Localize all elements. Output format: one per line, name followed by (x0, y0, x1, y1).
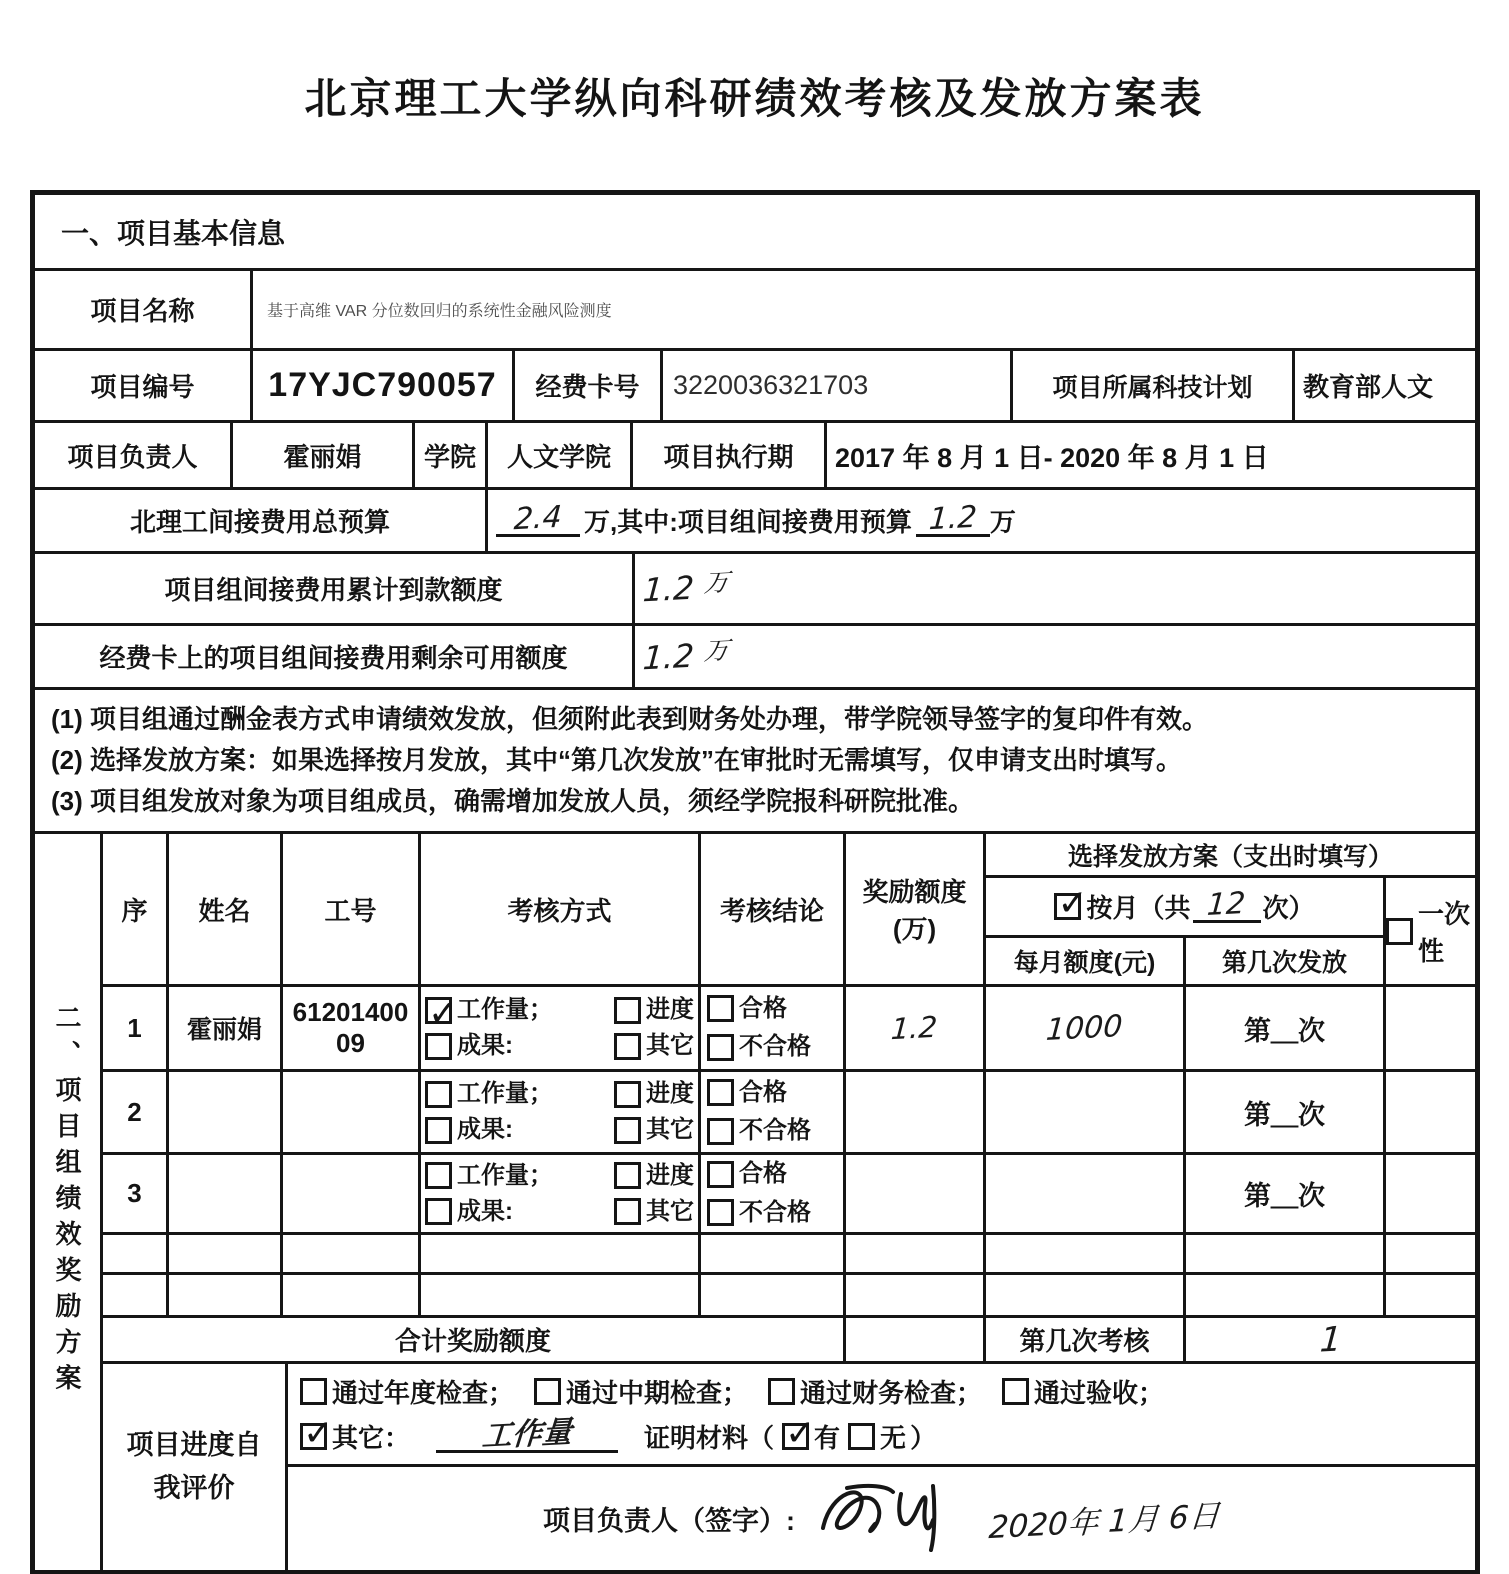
remain-row (35, 626, 1475, 690)
arrived-row (35, 554, 1475, 626)
result-checkbox[interactable] (425, 1198, 452, 1225)
empty-member-row (103, 1235, 1475, 1275)
monthly-suffix: 次） (1262, 893, 1315, 924)
college-value-cell (488, 423, 633, 487)
once-empty-cell (1386, 987, 1475, 1069)
remain-label: 经费卡上的项目组间接费用剩余可用额度 (99, 643, 568, 673)
budget-label-cell (35, 490, 488, 551)
section2 (35, 834, 1475, 1570)
note-3: (3) 项目组发放对象为项目组成员，确需增加发放人员，须经学院报科研院批准。 (51, 786, 975, 817)
budget-group-blank[interactable] (916, 499, 990, 538)
other-checkbox[interactable] (614, 1198, 641, 1225)
other-eval-value: 工作量 (480, 1414, 574, 1455)
monthly-block (986, 878, 1386, 984)
self-eval-content (288, 1364, 1475, 1570)
note-2: (2) 选择发放方案：如果选择按月发放，其中“第几次发放”在审批时无需填写，仅申请支出时填写。 (51, 744, 1183, 775)
midterm-check-checkbox[interactable] (534, 1378, 561, 1405)
section2-side-label-cell (35, 834, 103, 1570)
empty-cell (421, 1235, 701, 1272)
workload-checkbox[interactable] (425, 1081, 452, 1108)
fund-card-value-cell (663, 351, 1013, 420)
fail-checkbox[interactable] (707, 1199, 734, 1226)
col-conclusion-header: 考核结论 (701, 834, 846, 984)
empty-cell (103, 1235, 169, 1272)
budget-mid-text: 万,其中:项目组间接费用预算 (584, 507, 912, 537)
budget-total-blank[interactable] (496, 499, 580, 538)
progress-checkbox[interactable] (614, 1081, 641, 1108)
other-eval-label: 其它： (332, 1423, 411, 1453)
signature-label: 项目负责人（签字）: (543, 1506, 795, 1536)
college-value: 人文学院 (506, 441, 611, 472)
other-checkbox[interactable] (614, 1033, 641, 1060)
other-checkbox[interactable] (614, 1117, 641, 1144)
empty-cell (421, 1275, 701, 1315)
form-table (30, 190, 1480, 1574)
fail-checkbox[interactable] (707, 1118, 734, 1145)
member-row-3 (103, 1155, 1475, 1235)
plan-lower (986, 878, 1475, 984)
total-label: 合计奖励额度 (394, 1326, 551, 1356)
section2-grid (103, 834, 1475, 1570)
leader-value-cell (233, 423, 415, 487)
col-amount-header: 奖励额度 (万) (846, 834, 986, 984)
monthly-option (986, 878, 1383, 938)
arrived-label-cell (35, 554, 635, 623)
section2-side-label: 二、项目组绩效奖励方案 (52, 1004, 82, 1400)
remain-label-cell (35, 626, 635, 687)
arrived-unit: 万 (702, 566, 730, 598)
budget-label: 北理工间接费用总预算 (129, 507, 390, 537)
which-time-cell: 第＿次 (1186, 1072, 1386, 1152)
method-cell: 工作量； 进度 成果: 其它 (421, 1155, 701, 1232)
leader-label: 项目负责人 (67, 441, 198, 472)
other-eval-blank[interactable] (436, 1414, 618, 1455)
workload-checkbox[interactable] (425, 997, 452, 1024)
remain-value[interactable]: 1.2 (641, 636, 696, 677)
college-label-cell (415, 423, 488, 487)
which-time-cell: 第＿次 (1186, 987, 1386, 1069)
per-month-cell: 1000 (986, 987, 1186, 1069)
project-number-label: 项目编号 (90, 372, 195, 402)
empty-cell (986, 1275, 1186, 1315)
notes-block (35, 690, 1475, 834)
which-time-cell: 第＿次 (1186, 1155, 1386, 1232)
project-number-row (35, 351, 1475, 423)
member-row-1 (103, 987, 1475, 1072)
material-yes-checkbox[interactable] (782, 1423, 809, 1450)
member-row-2 (103, 1072, 1475, 1155)
material-no-checkbox[interactable] (848, 1423, 875, 1450)
conclusion-cell: 合格 不合格 (701, 987, 846, 1069)
self-eval-checklist (288, 1364, 1475, 1467)
other-eval-checkbox[interactable] (300, 1423, 327, 1450)
empty-cell (169, 1235, 283, 1272)
once-option (1386, 878, 1475, 984)
budget-value-cell (488, 490, 1024, 551)
material-prefix: 证明材料（ (644, 1423, 775, 1453)
finance-check-checkbox[interactable] (768, 1378, 795, 1405)
monthly-count: 12 (1206, 886, 1247, 924)
college-label: 学院 (423, 441, 476, 472)
plan-subheader-row (986, 938, 1383, 984)
note-1: (1) 项目组通过酬金表方式申请绩效发放，但须附此表到财务处办理，带学院领导签字的复印件有效。 (51, 703, 1209, 734)
amount-cell (846, 1155, 986, 1232)
project-name-label-cell (35, 271, 253, 348)
empty-cell (1386, 1235, 1475, 1272)
self-eval-block (103, 1364, 1475, 1570)
amount-cell: 1.2 (846, 987, 986, 1069)
project-name-label: 项目名称 (90, 296, 195, 326)
result-checkbox[interactable] (425, 1117, 452, 1144)
budget-unit: 万 (989, 507, 1016, 537)
remain-value-cell (635, 626, 737, 687)
conclusion-cell: 合格 不合格 (701, 1155, 846, 1232)
self-eval-label-cell (103, 1364, 288, 1570)
empty-cell (986, 1235, 1186, 1272)
method-cell: ✓ 工作量； 进度 成果: 其它 (421, 987, 701, 1069)
leader-row (35, 423, 1475, 490)
pass-checkbox[interactable] (707, 1161, 734, 1188)
monthly-prefix: 按月（共 (1086, 893, 1191, 924)
per-month-cell (986, 1155, 1186, 1232)
assess-value-cell (1186, 1318, 1475, 1361)
per-month-cell (986, 1072, 1186, 1152)
period-label: 项目执行期 (663, 441, 794, 472)
empty-cell (701, 1235, 846, 1272)
id-cell: 6120140009 (283, 987, 421, 1069)
name-cell: 霍丽娟 (169, 987, 283, 1069)
seq-cell: 1 (103, 987, 169, 1069)
fund-card-value: 3220036321703 (673, 370, 869, 400)
total-label-cell (103, 1318, 846, 1361)
col-name-header: 姓名 (169, 834, 283, 984)
pass-checkbox[interactable] (707, 1079, 734, 1106)
check-line-1: 通过年度检查； 通过中期检查； 通过财务检查； 通过验收； (300, 1373, 1475, 1410)
empty-cell (1186, 1275, 1386, 1315)
col-which-header: 第几次发放 (1221, 949, 1347, 978)
progress-checkbox[interactable] (614, 1162, 641, 1189)
fund-card-label-cell (515, 351, 663, 420)
plan-label: 项目所属科技计划 (1052, 373, 1253, 402)
project-number-value-cell (253, 351, 515, 420)
arrived-value[interactable]: 1.2 (641, 568, 696, 609)
period-value-cell (827, 423, 1277, 487)
method-cell: 工作量； 进度 成果: 其它 (421, 1072, 701, 1152)
budget-total-value: 2.4 (512, 499, 564, 538)
budget-row (35, 490, 1475, 554)
leader-label-cell (35, 423, 233, 487)
empty-member-row (103, 1275, 1475, 1318)
section1-header-row (35, 195, 1475, 271)
col-seq-header: 序 (103, 834, 169, 984)
empty-cell (1186, 1235, 1386, 1272)
empty-cell (701, 1275, 846, 1315)
workload-checkbox[interactable] (425, 1162, 452, 1189)
assess-label: 第几次考核 (1019, 1326, 1150, 1356)
reward-header-row (103, 834, 1475, 987)
monthly-checkbox[interactable] (1054, 893, 1081, 920)
conclusion-cell: 合格 不合格 (701, 1072, 846, 1152)
check-line-2: ✓ 其它： 工作量 证明材料（ ✓ 有 无 ） (300, 1418, 1475, 1455)
acceptance-check-checkbox[interactable] (1002, 1378, 1029, 1405)
progress-checkbox[interactable] (614, 997, 641, 1024)
leader-value: 霍丽娟 (283, 441, 362, 472)
seq-cell: 3 (103, 1155, 169, 1232)
once-label: 一次性 (1418, 899, 1471, 967)
arrived-value-cell (635, 554, 737, 623)
assess-value[interactable]: 1 (1318, 1318, 1343, 1361)
col-per-month-header: 每月额度(元) (986, 938, 1186, 984)
arrived-label: 项目组间接费用累计到款额度 (164, 575, 503, 605)
total-amount-cell (846, 1318, 986, 1361)
project-name-value-cell (253, 271, 620, 348)
empty-cell (1386, 1275, 1475, 1315)
plan-header-block (986, 834, 1475, 984)
once-empty-cell (1386, 1155, 1475, 1232)
remain-unit: 万 (702, 634, 730, 666)
self-eval-label: 项目进度自我评价 (126, 1429, 262, 1503)
monthly-count-blank[interactable] (1193, 886, 1261, 924)
project-name-row (35, 271, 1475, 351)
once-checkbox[interactable] (1386, 918, 1413, 945)
period-label-cell (633, 423, 827, 487)
pass-checkbox[interactable] (707, 995, 734, 1022)
fail-checkbox[interactable] (707, 1034, 734, 1061)
leader-signature[interactable] (809, 1476, 969, 1562)
plan-value-cell (1295, 351, 1441, 420)
plan-label-cell (1013, 351, 1295, 420)
once-empty-cell (1386, 1072, 1475, 1152)
page-title: 北京理工大学纵向科研绩效考核及发放方案表 (304, 75, 1205, 122)
id-cell (283, 1155, 421, 1232)
material-suffix: ） (910, 1423, 937, 1453)
empty-cell (846, 1235, 986, 1272)
assess-label-cell (986, 1318, 1186, 1361)
plan-title: 选择发放方案（支出时填写） (986, 834, 1475, 878)
id-cell (283, 1072, 421, 1152)
plan-value: 教育部人文 (1303, 372, 1434, 402)
empty-cell (846, 1275, 986, 1315)
project-number-value: 17YJC790057 (268, 366, 497, 404)
section1-title: 一、项目基本信息 (61, 217, 286, 249)
name-cell (169, 1072, 283, 1152)
name-cell (169, 1155, 283, 1232)
amount-cell (846, 1072, 986, 1152)
seq-cell: 2 (103, 1072, 169, 1152)
project-name-value: 基于高维 VAR 分位数回归的系统性金融风险测度 (267, 303, 612, 320)
empty-cell (169, 1275, 283, 1315)
total-row (103, 1318, 1475, 1364)
signature-date[interactable]: 2020年 1月 6日 (987, 1497, 1221, 1547)
fund-card-label: 经费卡号 (535, 372, 640, 402)
budget-group-value: 1.2 (927, 499, 978, 538)
signature-row (288, 1467, 1475, 1570)
empty-cell (103, 1275, 169, 1315)
empty-cell (283, 1235, 421, 1272)
col-id-header: 工号 (283, 834, 421, 984)
period-value: 2017 年 8 月 1 日- 2020 年 8 月 1 日 (835, 442, 1269, 473)
col-method-header: 考核方式 (421, 834, 701, 984)
empty-cell (283, 1275, 421, 1315)
result-checkbox[interactable] (425, 1033, 452, 1060)
project-number-label-cell (35, 351, 253, 420)
annual-check-checkbox[interactable] (300, 1378, 327, 1405)
